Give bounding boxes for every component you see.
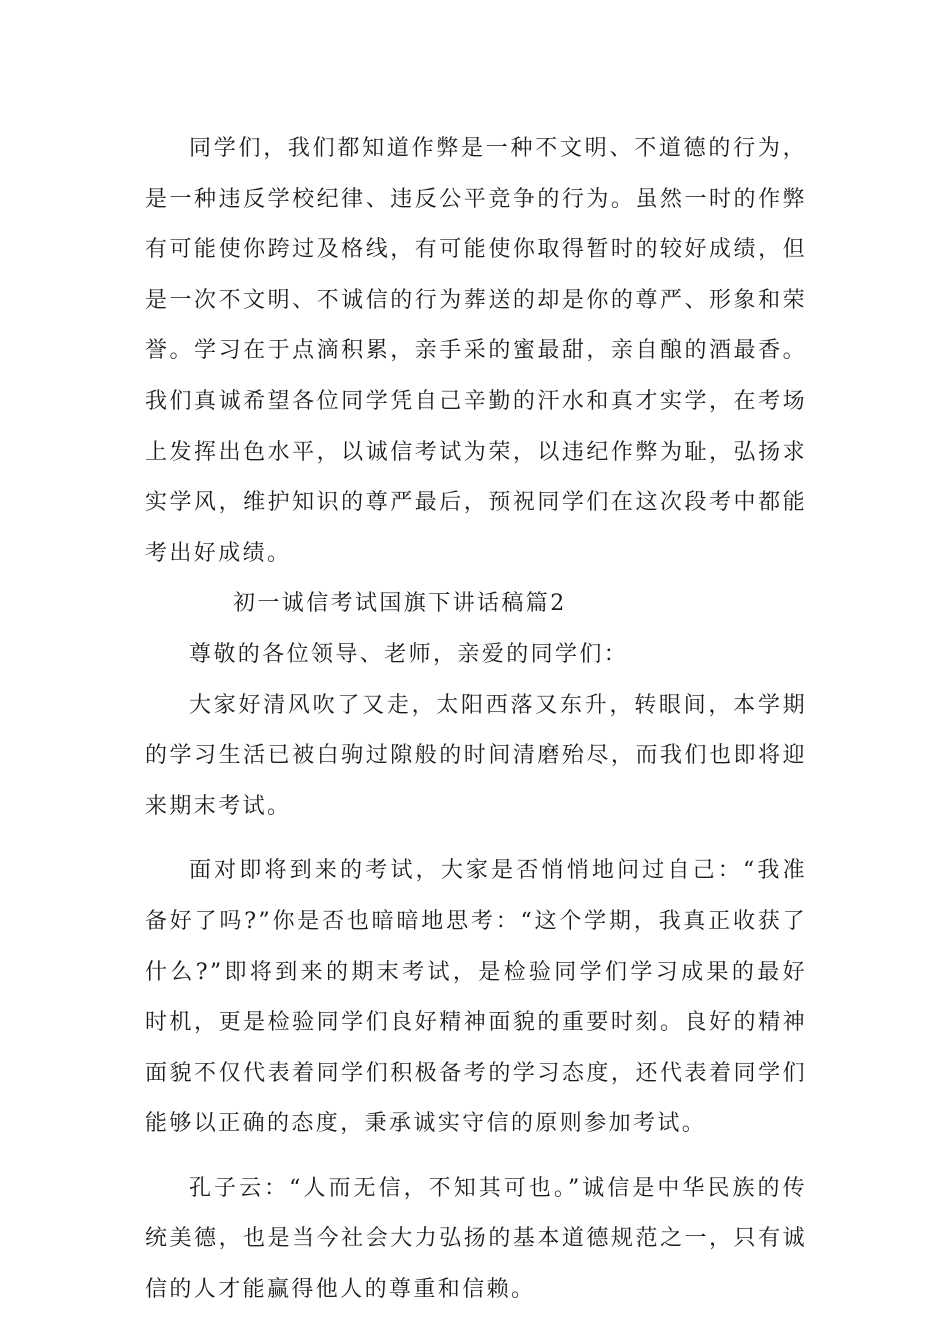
paragraph-exam-readiness: 面对即将到来的考试，大家是否悄悄地问过自己：“我准备好了吗?”你是否也暗暗地思考：“这个学期，我真正收获了什么?”即将到来的期末考试，是检验同学们学习成果的最好时机，更是检验同学们良好精神面貌的重要时刻。良好的精神面貌不仅代表着同学们积极备考的学习态度，还代表着同学们能够以正确的态度，秉承诚实守信的原则参加考试。 [145, 858, 807, 1137]
paragraph-salutation: 尊敬的各位领导、老师，亲爱的同学们： [189, 641, 629, 667]
paragraph-confucius: 孔子云：“人而无信，不知其可也。”诚信是中华民族的传统美德，也是当今社会大力弘扬的基本道德规范之一，只有诚信的人才能赢得他人的尊重和信赖。 [145, 1175, 807, 1303]
paragraph-cheating: 同学们，我们都知道作弊是一种不文明、不道德的行为，是一种违反学校纪律、违反公平竞争的行为。虽然一时的作弊有可能使你跨过及格线，有可能使你取得暂时的较好成绩，但是一次不文明、不诚信的行为葬送的却是你的尊严、形象和荣誉。学习在于点滴积累，亲手采的蜜最甜，亲自酿的酒最香。我们真诚希望各位同学凭自己辛勤的汗水和真才实学，在考场上发挥出色水平，以诚信考试为荣，以违纪作弊为耻，弘扬求实学风，维护知识的尊严最后，预祝同学们在这次段考中都能考出好成绩。 [145, 136, 807, 566]
paragraph-greeting: 大家好清风吹了又走，太阳西落又东升，转眼间，本学期的学习生活已被白驹过隙般的时间清磨殆尽，而我们也即将迎来期末考试。 [145, 692, 807, 819]
document-body [145, 124, 807, 1316]
section-heading: 初一诚信考试国旗下讲话稿篇2 [233, 591, 567, 617]
